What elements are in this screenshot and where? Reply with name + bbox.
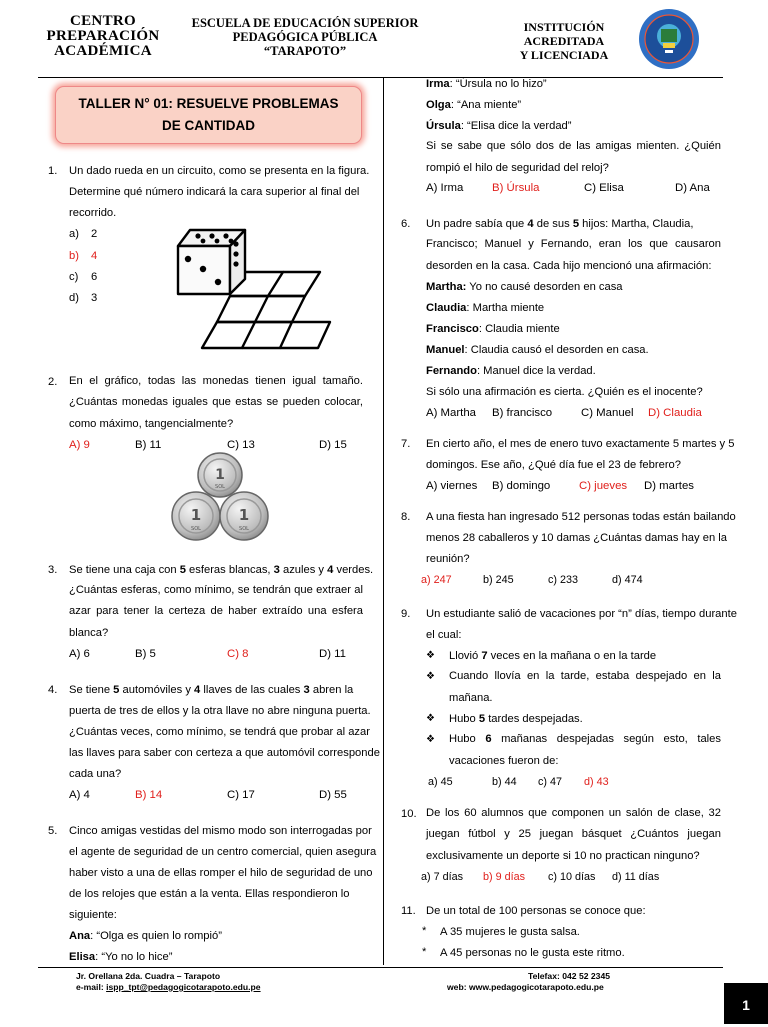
option: C) 13 bbox=[227, 439, 255, 451]
option: C) Elisa bbox=[584, 182, 624, 194]
coin-unit: SOL bbox=[191, 526, 201, 532]
option: C) Manuel bbox=[581, 407, 634, 419]
option-correct: a) 247 bbox=[421, 574, 452, 586]
question-text: desorden en la casa. Cada hijo mencionó una afirmación: bbox=[426, 260, 712, 272]
option-correct: d) 43 bbox=[584, 776, 609, 788]
coins-figure bbox=[164, 452, 276, 542]
option: D) Ana bbox=[675, 182, 710, 194]
option: B) 5 bbox=[135, 648, 156, 660]
header-middle-line: ESCUELA DE EDUCACIÓN SUPERIOR bbox=[191, 16, 419, 30]
speaker-quote: : Claudia causó el desorden en casa. bbox=[464, 344, 649, 356]
question-number: 8. bbox=[401, 511, 411, 523]
header-right-line: ACREDITADA bbox=[523, 34, 605, 48]
question-number: 7. bbox=[401, 438, 411, 450]
list-item: A 45 personas no le gusta este ritmo. bbox=[440, 947, 625, 959]
diamond-bullet-icon: ❖ bbox=[426, 734, 435, 745]
text-run-bold: 4 bbox=[327, 564, 334, 576]
question-text: ¿Cuántas esferas, como mínimo, se tendrán que extraer al bbox=[69, 584, 363, 596]
text-run: verdes. bbox=[333, 564, 374, 576]
question-text: exclusivamente un deporte si 10 no practican ninguno? bbox=[426, 850, 700, 862]
question-text bbox=[69, 563, 373, 577]
page-number: 1 bbox=[724, 983, 768, 1024]
text-run: Hubo bbox=[449, 733, 486, 745]
bullet-text: vacaciones fueron de: bbox=[449, 755, 559, 767]
option: c) 10 días bbox=[548, 871, 596, 883]
option: A) Irma bbox=[426, 182, 464, 194]
question-number: 5. bbox=[48, 825, 58, 837]
option-correct: B) Úrsula bbox=[492, 182, 540, 194]
question-number: 11. bbox=[401, 905, 416, 917]
footer-web[interactable]: web: www.pedagogicotarapoto.edu.pe bbox=[447, 982, 604, 992]
option: A) viernes bbox=[426, 480, 478, 492]
speaker-quote: : “Elisa dice la verdad” bbox=[460, 120, 572, 132]
option-correct: C) jueves bbox=[579, 480, 628, 492]
option: c) 233 bbox=[548, 574, 579, 586]
question-text: recorrido. bbox=[69, 207, 117, 219]
question-text: ¿Cuántas monedas iguales que estas se pueden colocar, bbox=[69, 396, 363, 408]
question-number: 4. bbox=[48, 684, 58, 696]
option-value: 2 bbox=[91, 228, 98, 240]
text-run: mañanas despejadas según esto, tales bbox=[491, 733, 721, 745]
question-text bbox=[69, 683, 353, 697]
header-right bbox=[505, 20, 623, 62]
question-text: ¿Cuántas veces, como mínimo, se tendrá que probar al azar bbox=[69, 726, 370, 738]
asterisk-bullet-icon: * bbox=[422, 946, 427, 958]
option-label-correct: b) bbox=[69, 250, 79, 262]
question-number: 1. bbox=[48, 165, 58, 177]
statement bbox=[426, 98, 521, 112]
speaker-quote: : “Ana miente” bbox=[450, 99, 522, 111]
title-line: DE CANTIDAD bbox=[162, 118, 255, 133]
question-text: rompió el hilo de seguridad del reloj? bbox=[426, 162, 609, 174]
option-correct: B) 14 bbox=[135, 789, 163, 801]
text-run: azules y bbox=[279, 564, 328, 576]
speaker-name: Francisco bbox=[426, 323, 479, 335]
text-run: abren la bbox=[309, 684, 354, 696]
speaker-name: Úrsula bbox=[426, 120, 461, 132]
question-text: menos 28 caballeros y 10 damas ¿Cuántas damas hay en la bbox=[426, 532, 727, 544]
question-text: Un estudiante salió de vacaciones por “n” días, tiempo durante bbox=[426, 608, 737, 620]
question-text: Francisco; Manuel y Fernando, eran los que causaron bbox=[426, 238, 721, 250]
text-run-bold: 3 bbox=[273, 564, 280, 576]
text-run-bold: 7 bbox=[481, 650, 488, 662]
header-middle-line: PEDAGÓGICA PÚBLICA bbox=[232, 30, 378, 44]
text-run: Se tiene bbox=[69, 684, 114, 696]
text-run: veces en la mañana o en la tarde bbox=[487, 650, 657, 662]
question-text: haber visto a una de ellas romper el hilo de seguridad de uno bbox=[69, 867, 373, 879]
coin-value: 1 bbox=[190, 506, 202, 524]
statement bbox=[426, 119, 572, 133]
question-text: el agente de seguridad de un centro comercial, quien asegura bbox=[69, 846, 377, 858]
question-text: blanca? bbox=[69, 627, 109, 639]
option: d) 474 bbox=[612, 574, 643, 586]
option-value: 6 bbox=[91, 271, 98, 283]
coin-value: 1 bbox=[238, 506, 250, 524]
speaker-name: Elisa bbox=[69, 951, 96, 963]
text-run: Se tiene una caja con bbox=[69, 564, 180, 576]
question-text: Si sólo una afirmación es cierta. ¿Quién es el inocente? bbox=[426, 386, 703, 398]
option-label: d) bbox=[69, 292, 79, 304]
option: B) 11 bbox=[135, 439, 162, 451]
speaker-quote: : Claudia miente bbox=[478, 323, 560, 335]
option: A) 6 bbox=[69, 648, 90, 660]
bullet-text: Cuando llovía en la tarde, estaba despejado en la bbox=[449, 670, 721, 682]
question-number: 6. bbox=[401, 218, 411, 230]
title-line: TALLER N° 01: RESUELVE PROBLEMAS bbox=[78, 96, 339, 111]
bullet-text bbox=[449, 729, 721, 750]
option: B) domingo bbox=[492, 480, 551, 492]
text-run-bold: 3 bbox=[303, 684, 310, 696]
question-text: De un total de 100 personas se conoce que: bbox=[426, 905, 646, 917]
question-number: 10. bbox=[401, 808, 417, 820]
list-item: A 35 mujeres le gusta salsa. bbox=[440, 926, 580, 938]
coin-unit: SOL bbox=[215, 484, 225, 490]
question-text bbox=[426, 217, 693, 231]
question-text: azar para tener la certeza de haber extraído una esfera bbox=[69, 605, 363, 617]
question-text: domingos. Ese año, ¿Qué día fue el 23 de febrero? bbox=[426, 459, 681, 471]
bullet-text: mañana. bbox=[449, 692, 493, 704]
text-run-bold: 5 bbox=[478, 713, 486, 725]
option-correct: C) 8 bbox=[227, 648, 249, 660]
header-rule bbox=[38, 77, 723, 78]
title-banner bbox=[55, 86, 362, 144]
option: D) 15 bbox=[319, 439, 347, 451]
header-right-line: INSTITUCIÓN bbox=[523, 20, 605, 34]
speaker-quote: : “Olga es quien lo rompió” bbox=[90, 930, 222, 942]
footer-phone: Telefax: 042 52 2345 bbox=[528, 971, 611, 981]
option: A) 4 bbox=[69, 789, 90, 801]
column-divider bbox=[383, 77, 384, 965]
statement bbox=[69, 950, 172, 964]
question-number: 3. bbox=[48, 564, 58, 576]
text-run-bold: 5 bbox=[179, 564, 186, 576]
question-number: 2. bbox=[48, 376, 58, 388]
option: C) 17 bbox=[227, 789, 255, 801]
question-text: Si se sabe que sólo dos de las amigas mienten. ¿Quién bbox=[426, 140, 721, 152]
option-correct: D) Claudia bbox=[648, 407, 702, 419]
speaker-quote: : Martha miente bbox=[466, 302, 545, 314]
statement bbox=[426, 301, 544, 315]
option: b) 245 bbox=[483, 574, 514, 586]
statement bbox=[69, 929, 222, 943]
option: a) 45 bbox=[428, 776, 453, 788]
option-correct: A) 9 bbox=[69, 439, 90, 451]
text-run: Llovió bbox=[449, 650, 482, 662]
question-text: de los relojes que están a la venta. Ellas respondieron lo bbox=[69, 888, 350, 900]
diamond-bullet-icon: ❖ bbox=[426, 650, 435, 661]
speaker-name: Ana bbox=[69, 930, 91, 942]
option: A) Martha bbox=[426, 407, 477, 419]
header-left-line: PREPARACIÓN bbox=[46, 28, 160, 44]
dice-circuit-figure bbox=[170, 224, 350, 352]
speaker-name: Martha: bbox=[426, 281, 467, 293]
diamond-bullet-icon: ❖ bbox=[426, 713, 435, 724]
bullet-text bbox=[449, 712, 583, 726]
text-run: Un padre sabía que bbox=[426, 218, 528, 230]
question-text: En el gráfico, todas las monedas tienen igual tamaño. bbox=[69, 375, 363, 387]
text-run: tardes despejadas. bbox=[485, 713, 583, 725]
text-run-bold: 4 bbox=[527, 218, 534, 230]
email-label: e-mail: bbox=[76, 982, 107, 992]
question-number: 9. bbox=[401, 608, 411, 620]
speaker-name: Claudia bbox=[426, 302, 467, 314]
header-left-line: ACADÉMICA bbox=[54, 43, 152, 59]
text-run: esferas blancas, bbox=[185, 564, 274, 576]
header-middle-line: “TARAPOTO” bbox=[263, 44, 347, 58]
option-value-correct: 4 bbox=[91, 250, 98, 262]
text-run: hijos: Martha, Claudia, bbox=[579, 218, 694, 230]
text-run-bold: 5 bbox=[113, 684, 120, 696]
option-correct: b) 9 días bbox=[483, 871, 526, 883]
option: a) 7 días bbox=[421, 871, 464, 883]
option: c) 47 bbox=[538, 776, 563, 788]
statement bbox=[426, 280, 623, 294]
question-text: las llaves para saber con certeza a que automóvil corresponde bbox=[69, 747, 380, 759]
question-text: cada una? bbox=[69, 768, 122, 780]
coin-value: 1 bbox=[215, 467, 225, 483]
institution-seal-logo bbox=[638, 8, 700, 70]
question-text: siguiente: bbox=[69, 909, 117, 921]
question-text: Determine qué número indicará la cara superior al final del bbox=[69, 186, 360, 198]
question-text: el cual: bbox=[426, 629, 462, 641]
footer-email bbox=[76, 982, 261, 993]
text-run-bold: 6 bbox=[485, 733, 492, 745]
email-link[interactable]: ispp_tpt@pedagogicotarapoto.edu.pe bbox=[106, 982, 261, 992]
text-run: de sus bbox=[533, 218, 573, 230]
option: b) 44 bbox=[492, 776, 517, 788]
asterisk-bullet-icon: * bbox=[422, 925, 427, 937]
text-run-bold: 4 bbox=[194, 684, 201, 696]
diamond-bullet-icon: ❖ bbox=[426, 671, 435, 682]
option-label: a) bbox=[69, 228, 79, 240]
speaker-name: Irma bbox=[426, 78, 450, 90]
speaker-name: Olga bbox=[426, 99, 451, 111]
option: d) 11 días bbox=[612, 871, 660, 883]
option-value: 3 bbox=[91, 292, 98, 304]
question-text: reunión? bbox=[426, 553, 470, 565]
page-title bbox=[56, 93, 361, 137]
speaker-quote: : Manuel dice la verdad. bbox=[476, 365, 596, 377]
option: B) francisco bbox=[492, 407, 553, 419]
speaker-quote: : “Yo no lo hice” bbox=[95, 951, 173, 963]
header-right-line: Y LICENCIADA bbox=[519, 48, 609, 62]
speaker-name: Manuel bbox=[426, 344, 465, 356]
footer-rule bbox=[38, 967, 723, 968]
question-text: como máximo, tangencialmente? bbox=[69, 418, 234, 430]
option-label: c) bbox=[69, 271, 79, 283]
question-text: A una fiesta han ingresado 512 personas todas están bailando bbox=[426, 511, 736, 523]
speaker-quote: Yo no causé desorden en casa bbox=[466, 281, 623, 293]
header-left-line: CENTRO bbox=[70, 13, 136, 29]
header-middle bbox=[180, 16, 430, 58]
text-run: automóviles y bbox=[119, 684, 195, 696]
speaker-quote: : “Úrsula no lo hizo” bbox=[449, 78, 547, 90]
option: D) martes bbox=[644, 480, 694, 492]
bullet-text bbox=[449, 649, 656, 663]
option: D) 55 bbox=[319, 789, 347, 801]
statement bbox=[426, 77, 547, 91]
footer-address: Jr. Orellana 2da. Cuadra – Tarapoto bbox=[76, 971, 221, 981]
statement bbox=[426, 343, 649, 357]
question-text: puerta de tres de ellos y la otra llave no abre ninguna puerta. bbox=[69, 705, 371, 717]
text-run: Hubo bbox=[449, 713, 479, 725]
header-left bbox=[38, 14, 168, 59]
text-run: llaves de las cuales bbox=[200, 684, 304, 696]
question-text: Un dado rueda en un circuito, como se presenta en la figura. bbox=[69, 165, 370, 177]
question-text: juegan fútbol y 25 juegan básquet ¿Cuántos juegan bbox=[426, 828, 721, 840]
question-text: Cinco amigas vestidas del mismo modo son interrogadas por bbox=[69, 825, 372, 837]
statement bbox=[426, 364, 596, 378]
statement bbox=[426, 322, 560, 336]
question-text: De los 60 alumnos que componen un salón de clase, 32 bbox=[426, 807, 721, 819]
coin-unit: SOL bbox=[239, 526, 249, 532]
option: D) 11 bbox=[319, 648, 347, 660]
question-text: En cierto año, el mes de enero tuvo exactamente 5 martes y 5 bbox=[426, 438, 735, 450]
text-run-bold: 5 bbox=[572, 218, 580, 230]
speaker-name: Fernando bbox=[426, 365, 477, 377]
